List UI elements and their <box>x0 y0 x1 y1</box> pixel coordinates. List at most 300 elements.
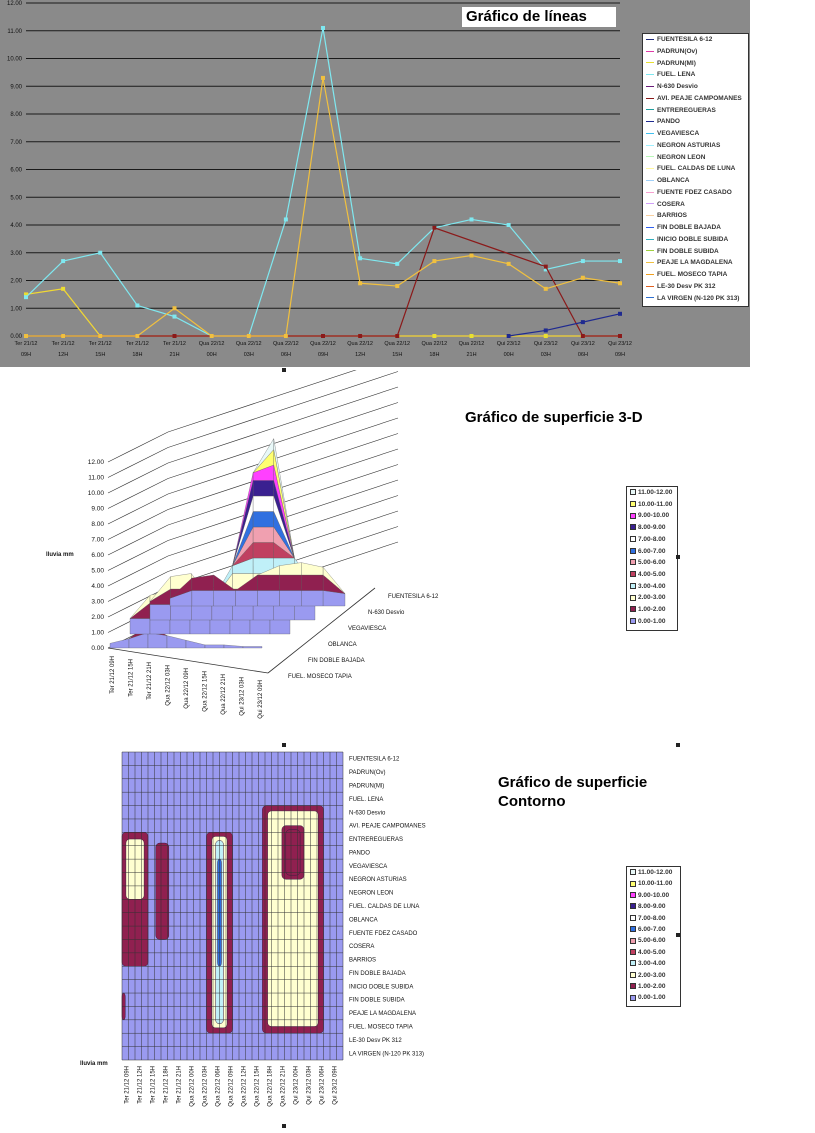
series-line <box>26 289 620 336</box>
contour-region <box>156 843 169 939</box>
data-point <box>98 251 102 255</box>
legend-entry <box>646 130 699 137</box>
data-point <box>24 334 28 338</box>
x-tick-label: Qui 23/12 <box>496 341 521 347</box>
series-line <box>26 28 620 336</box>
data-point <box>470 334 474 338</box>
x-tick-label: Ter 21/12 21H <box>147 662 153 700</box>
legend-swatch <box>630 960 636 966</box>
y-tick-label: AVI. PEAJE CAMPOMANES <box>349 823 426 830</box>
surface-patch <box>233 605 254 621</box>
legend-entry <box>630 994 665 1001</box>
wall-gridline <box>108 479 168 509</box>
x-tick-label: Qua 22/12 06H <box>215 1066 222 1107</box>
surface-patch <box>301 575 323 591</box>
surface-patch <box>253 543 274 559</box>
y-tick-label: 3.00 <box>10 250 22 257</box>
legend-label: 3.00-4.00 <box>638 582 666 590</box>
legend-label: 10.00-11.00 <box>638 500 673 508</box>
legend-entry <box>630 937 665 944</box>
x-tick-label: Ter 21/12 21H <box>176 1066 183 1104</box>
x-tick-label: Qua 22/12 <box>273 341 299 347</box>
legend-entry <box>646 248 719 255</box>
legend-label: 0.00-1.00 <box>638 994 666 1002</box>
x-tick-label: Qua 22/12 <box>235 341 262 347</box>
legend-entry <box>646 83 698 90</box>
legend-swatch <box>646 274 654 275</box>
wall-gridline <box>168 370 398 432</box>
y-tick-label: PANDO <box>349 850 370 857</box>
legend-label: FIN DOBLE BAJADA <box>657 224 721 231</box>
legend-swatch <box>646 39 654 40</box>
data-point <box>61 259 65 263</box>
data-point <box>284 334 288 338</box>
legend-swatch <box>646 262 654 263</box>
surface-patch <box>258 575 280 591</box>
legend-swatch <box>646 133 654 134</box>
y-tick-label: FUENTE FDEZ CASADO <box>349 930 418 937</box>
surface-patch <box>253 527 274 543</box>
legend-label: FIN DOBLE SUBIDA <box>657 247 719 255</box>
surface-patch <box>253 605 274 621</box>
y-tick-label: NEGRON LEON <box>349 890 394 897</box>
legend-entry <box>646 283 716 290</box>
z-axis-label: lluvia mm <box>46 552 74 558</box>
legend-label: FUENTE FDEZ CASADO <box>657 188 732 196</box>
y-tick-label: 0.00 <box>10 334 22 340</box>
y-tick-label: ENTREREGUERAS <box>349 837 404 844</box>
x-tick-label: Ter 21/12 <box>51 341 75 347</box>
wall-gridline <box>108 463 168 493</box>
z-tick-label: 11.00 <box>88 474 104 482</box>
legend-label: VEGAVIESCA <box>657 130 700 137</box>
depth-tick-label: FIN DOBLE BAJADA <box>308 658 365 664</box>
data-point <box>432 226 436 230</box>
data-point <box>358 334 362 338</box>
wall-gridline <box>108 541 168 571</box>
legend-entry <box>646 201 685 208</box>
x-tick-label: 09H <box>317 352 329 358</box>
data-point <box>284 217 288 221</box>
x-tick-label: Ter 21/12 <box>163 341 186 347</box>
x-tick-label: Qui 23/12 00H <box>293 1066 300 1105</box>
legend-entry <box>630 915 665 922</box>
data-point <box>395 284 399 288</box>
legend-swatch <box>646 168 654 169</box>
surface-patch <box>258 591 280 607</box>
x-tick-label: Qui 23/12 09H <box>258 680 264 719</box>
x-tick-label: Qua 22/12 12H <box>241 1066 248 1107</box>
data-point <box>210 334 214 338</box>
x-tick-label: Ter 21/12 09H <box>124 1066 131 1104</box>
selection-handle[interactable] <box>282 368 286 372</box>
legend-swatch <box>630 489 636 495</box>
legend-label: FUEL. LENA <box>657 71 696 79</box>
legend-swatch <box>630 524 636 530</box>
data-point <box>173 315 177 319</box>
x-tick-label: Qua 22/12 <box>198 341 225 347</box>
legend-swatch <box>630 595 636 601</box>
data-point <box>432 259 436 263</box>
legend-label: 1.00-2.00 <box>638 606 666 613</box>
data-point <box>321 76 325 80</box>
legend-swatch <box>630 972 636 978</box>
surface-patch <box>301 591 323 607</box>
legend-entry <box>630 892 669 899</box>
surface-patch <box>253 512 274 528</box>
legend-swatch <box>630 892 636 898</box>
surface-patch <box>270 619 290 635</box>
y-tick-label: NEGRON ASTURIAS <box>349 877 407 884</box>
legend-entry <box>646 142 720 149</box>
depth-tick-label: OBLANCA <box>328 642 357 648</box>
legend-label: PANDO <box>657 118 680 126</box>
data-point <box>581 259 585 263</box>
legend-entry <box>630 926 665 933</box>
wall-gridline <box>108 556 168 586</box>
y-tick-label: PADRUN(Ml) <box>349 783 385 790</box>
x-tick-label: 09H <box>20 352 32 358</box>
x-tick-label: Qua 22/12 <box>310 341 336 347</box>
x-tick-label: Ter 21/12 12H <box>137 1066 144 1104</box>
wall-gridline <box>168 403 398 479</box>
x-tick-label: Qui 23/12 <box>533 341 558 347</box>
legend-label: 1.00-2.00 <box>638 983 666 990</box>
contour-legend <box>626 866 681 1007</box>
x-tick-label: Qui 23/12 03H <box>306 1066 313 1105</box>
data-point <box>395 334 399 338</box>
surface-patch <box>110 639 129 648</box>
surface-patch <box>205 645 224 648</box>
legend-label: FUENTESILA 6-12 <box>657 36 713 43</box>
x-tick-label: Qua 22/12 21H <box>280 1066 287 1107</box>
x-tick-label: 03H <box>243 352 254 358</box>
legend-entry <box>630 489 672 496</box>
x-tick-label: Qui 23/12 <box>570 341 595 347</box>
legend-label: PADRUN(Ov) <box>657 47 698 55</box>
data-point <box>173 306 177 310</box>
x-tick-label: Qua 22/12 <box>458 341 485 347</box>
legend-entry <box>630 536 665 543</box>
x-tick-label: 12H <box>58 352 69 358</box>
legend-label: 11.00-12.00 <box>638 869 673 876</box>
data-point <box>321 334 325 338</box>
x-tick-label: Ter 21/12 09H <box>110 656 116 694</box>
wall-gridline <box>108 510 168 540</box>
surface-patch <box>236 591 258 607</box>
surface-patch <box>130 619 150 635</box>
legend-label: 5.00-6.00 <box>638 937 666 945</box>
legend-label: 2.00-3.00 <box>638 594 666 602</box>
legend-entry <box>630 594 665 601</box>
surface-patch <box>210 619 230 635</box>
legend-label: FUEL. MOSECO TAPIA <box>657 271 728 278</box>
legend-swatch <box>630 915 636 921</box>
y-tick-label: INICIO DOBLE SUBIDA <box>349 984 414 991</box>
surface-patch <box>192 591 214 607</box>
legend-swatch <box>630 903 636 909</box>
line-chart-panel <box>0 0 750 367</box>
y-tick-label: FUEL. LENA <box>349 796 384 803</box>
x-tick-label: Qua 22/12 <box>384 341 411 347</box>
legend-label: OBLANCA <box>657 177 690 184</box>
z-tick-label: 12.00 <box>87 459 104 466</box>
legend-label: 4.00-5.00 <box>638 570 666 578</box>
legend-entry <box>630 960 665 967</box>
surface-patch <box>294 605 315 621</box>
data-point <box>98 334 102 338</box>
surface-patch <box>192 575 214 591</box>
legend-swatch <box>646 121 654 122</box>
x-tick-label: 15H <box>95 352 106 358</box>
y-tick-label: 4.00 <box>10 223 22 229</box>
series-line <box>26 228 620 336</box>
surface-patch <box>171 605 192 621</box>
x-tick-label: Ter 21/12 18H <box>163 1066 170 1104</box>
wall-gridline <box>168 387 398 463</box>
legend-entry <box>630 869 672 876</box>
x-tick-label: Qua 22/12 18H <box>267 1066 274 1107</box>
x-tick-label: Ter 21/12 15H <box>150 1066 157 1104</box>
legend-swatch <box>646 62 654 63</box>
legend-swatch <box>646 74 654 75</box>
x-tick-label: Qui 23/12 09H <box>332 1066 339 1105</box>
legend-label: BARRIOS <box>657 212 687 220</box>
legend-entry <box>630 903 665 910</box>
x-tick-label: Qua 22/12 09H <box>184 668 190 709</box>
legend-entry <box>630 983 665 990</box>
selection-handle[interactable] <box>676 555 680 559</box>
y-tick-label: 5.00 <box>10 195 22 202</box>
x-tick-label: Qua 22/12 15H <box>202 671 209 712</box>
data-point <box>581 334 585 338</box>
data-point <box>544 334 548 338</box>
z-tick-label: 9.00 <box>91 505 104 513</box>
contour-region <box>286 830 300 876</box>
x-tick-label: 00H <box>503 352 514 358</box>
selection-handle[interactable] <box>676 933 680 937</box>
surface-patch <box>167 636 186 648</box>
x-tick-label: Qua 22/12 03H <box>202 1066 209 1107</box>
x-tick-label: Qui 23/12 03H <box>239 677 246 716</box>
legend-swatch <box>646 51 654 52</box>
selection-handle[interactable] <box>282 743 286 747</box>
legend-label: 11.00-12.00 <box>638 489 673 496</box>
y-tick-label: 12.00 <box>6 1 22 7</box>
data-point <box>61 334 65 338</box>
legend-swatch <box>630 926 636 932</box>
legend-swatch <box>630 618 636 624</box>
surface-patch <box>224 645 243 648</box>
y-tick-label: 9.00 <box>10 84 22 91</box>
y-tick-label: BARRIOS <box>349 957 377 964</box>
z-tick-label: 0.00 <box>91 645 104 652</box>
legend-swatch <box>630 571 636 577</box>
surface-3d-title: Gráfico de superficie 3-D <box>465 409 643 426</box>
contour-title: Gráfico de superficie Contorno <box>498 774 648 810</box>
data-point <box>581 276 585 280</box>
legend-entry <box>646 236 728 243</box>
legend-swatch <box>630 606 636 612</box>
x-tick-label: 00H <box>206 352 217 358</box>
legend-label: 10.00-11.00 <box>638 880 673 888</box>
legend-label: PEAJE LA MAGDALENA <box>657 259 733 267</box>
legend-label: 9.00-10.00 <box>638 891 670 899</box>
x-tick-label: Qua 22/12 09H <box>228 1066 235 1107</box>
legend-swatch <box>630 881 636 887</box>
data-point <box>544 287 548 291</box>
line-chart-legend <box>642 33 749 307</box>
data-point <box>544 265 548 269</box>
legend-label: FUEL. CALDAS DE LUNA <box>657 165 736 173</box>
x-tick-label: 03H <box>540 352 551 358</box>
legend-entry <box>646 165 735 172</box>
legend-label: NEGRON ASTURIAS <box>657 141 721 149</box>
legend-entry <box>630 501 672 508</box>
y-tick-label: PEAJE LA MAGDALENA <box>349 1011 417 1018</box>
data-point <box>24 295 28 299</box>
depth-tick-label: VEGAVIESCA <box>348 626 387 632</box>
legend-label: COSERA <box>657 200 685 208</box>
x-tick-label: 21H <box>466 352 477 358</box>
surface-patch <box>214 591 236 607</box>
x-tick-label: Qua 22/12 <box>347 341 373 347</box>
x-tick-label: 21H <box>169 352 180 358</box>
surface-patch <box>253 481 274 497</box>
y-tick-label: 10.00 <box>6 56 22 63</box>
legend-entry <box>630 548 665 555</box>
axis-label: lluvia mm <box>80 1061 108 1067</box>
y-tick-label: FUEL. MOSECO TAPIA <box>349 1024 413 1031</box>
surface-patch <box>170 619 190 635</box>
surface-patch <box>250 619 270 635</box>
data-point <box>618 281 622 285</box>
wall-gridline <box>108 525 168 555</box>
legend-entry <box>646 224 721 231</box>
legend-entry <box>630 512 669 519</box>
data-point <box>358 256 362 260</box>
legend-label: PADRUN(Ml) <box>657 59 696 67</box>
wall-gridline <box>108 448 168 478</box>
data-point <box>173 334 177 338</box>
surface-patch <box>253 496 274 512</box>
legend-swatch <box>646 286 654 287</box>
legend-swatch <box>646 109 654 110</box>
legend-swatch <box>630 559 636 565</box>
legend-swatch <box>646 98 654 99</box>
wall-gridline <box>108 432 168 462</box>
legend-swatch <box>646 145 654 146</box>
legend-label: NEGRON LEON <box>657 153 706 161</box>
surface-patch <box>274 605 295 621</box>
wall-gridline <box>108 494 168 524</box>
legend-swatch <box>646 227 654 228</box>
surface-patch <box>279 575 301 591</box>
wall-gridline <box>168 372 398 448</box>
x-tick-label: Qui 23/12 06H <box>319 1066 326 1105</box>
y-tick-label: PADRUN(Ov) <box>349 770 386 777</box>
y-tick-label: VEGAVIESCA <box>349 863 388 870</box>
legend-swatch <box>646 86 654 87</box>
legend-swatch <box>646 203 654 204</box>
z-tick-label: 2.00 <box>91 614 104 621</box>
y-tick-label: 6.00 <box>10 167 22 174</box>
x-tick-label: Qua 22/12 03H <box>165 665 172 706</box>
legend-entry <box>646 177 690 184</box>
data-point <box>321 26 325 30</box>
z-tick-label: 4.00 <box>91 583 104 590</box>
legend-label: LE-30 Desv PK 312 <box>657 282 716 290</box>
y-tick-label: 7.00 <box>10 139 22 146</box>
legend-label: ENTREREGUERAS <box>657 106 716 114</box>
legend-swatch <box>646 297 654 298</box>
legend-entry <box>646 259 733 266</box>
x-tick-label: 18H <box>429 352 440 358</box>
x-tick-label: Qua 22/12 <box>421 341 448 347</box>
surface-patch <box>190 619 210 635</box>
surface-3d-legend <box>626 486 678 631</box>
legend-label: LA VIRGEN (N-120 PK 313) <box>657 294 740 302</box>
legend-entry <box>646 295 739 302</box>
legend-entry <box>646 154 705 161</box>
legend-label: 7.00-8.00 <box>638 535 666 543</box>
data-point <box>618 259 622 263</box>
legend-label: 5.00-6.00 <box>638 559 666 567</box>
surface-patch <box>301 563 323 575</box>
data-point <box>470 217 474 221</box>
z-tick-label: 3.00 <box>91 598 104 606</box>
legend-label: 8.00-9.00 <box>638 524 666 532</box>
wall-gridline <box>168 418 398 494</box>
legend-entry <box>646 189 732 196</box>
y-tick-label: FUENTESILA 6-12 <box>349 756 400 763</box>
data-point <box>395 262 399 266</box>
depth-tick-label: FUENTESILA 6-12 <box>388 594 439 600</box>
x-tick-label: 18H <box>132 352 143 358</box>
legend-swatch <box>630 501 636 507</box>
surface-patch <box>243 646 262 648</box>
legend-label: 0.00-1.00 <box>638 617 666 625</box>
y-tick-label: N-630 Desvio <box>349 810 386 817</box>
y-tick-label: LA VIRGEN (N-120 PK 313) <box>349 1051 425 1058</box>
legend-swatch <box>630 869 636 875</box>
z-tick-label: 10.00 <box>87 490 104 497</box>
y-tick-label: FIN DOBLE SUBIDA <box>349 997 405 1004</box>
z-tick-label: 5.00 <box>91 567 104 575</box>
legend-label: 3.00-4.00 <box>638 960 666 968</box>
legend-swatch <box>646 192 654 193</box>
legend-swatch <box>630 583 636 589</box>
x-tick-label: 09H <box>614 352 626 358</box>
selection-handle[interactable] <box>282 1124 286 1128</box>
x-tick-label: Qua 22/12 15H <box>254 1066 261 1107</box>
y-tick-label: FUEL. CALDAS DE LUNA <box>349 904 420 910</box>
data-point <box>61 287 65 291</box>
legend-label: 6.00-7.00 <box>638 547 666 555</box>
legend-entry <box>630 618 665 625</box>
data-point <box>544 328 548 332</box>
data-point <box>507 223 511 227</box>
z-tick-label: 1.00 <box>91 629 104 637</box>
z-tick-label: 6.00 <box>91 552 104 559</box>
legend-label: 6.00-7.00 <box>638 926 666 933</box>
legend-label: 7.00-8.00 <box>638 914 666 922</box>
legend-entry <box>630 880 672 887</box>
selection-handle[interactable] <box>676 743 680 747</box>
surface-patch <box>186 640 205 648</box>
legend-entry <box>646 107 716 114</box>
depth-tick-label: N-630 Desvio <box>368 610 405 616</box>
